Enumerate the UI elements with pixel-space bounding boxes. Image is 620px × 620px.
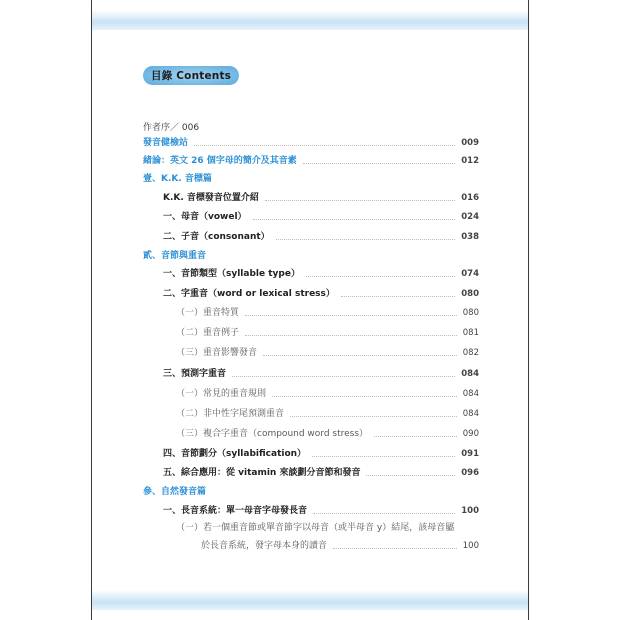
toc-entry-page: 096 — [461, 468, 479, 478]
toc-entry-page: 091 — [461, 449, 479, 459]
toc-entry-page: 081 — [462, 328, 479, 338]
toc-entry-page: 082 — [462, 348, 479, 358]
toc-entry — [176, 327, 479, 339]
toc-section-label: 參、自然發音篇 — [143, 487, 207, 497]
toc-entry-label: 緒論：英文 26 個字母的簡介及其音素 — [143, 156, 297, 166]
toc-entry — [163, 231, 479, 243]
leader-dots — [263, 355, 457, 356]
toc-entry-page: 100 — [461, 506, 479, 516]
toc-entry — [143, 137, 479, 149]
toc-entry-label: （一）重音特質 — [176, 308, 240, 318]
toc-entry-label: 一、長音系統：單一母音字母發長音 — [163, 506, 308, 516]
toc-entry-label: （二）非中性字尾預測重音 — [176, 409, 285, 419]
toc-entry-page: 100 — [462, 541, 479, 551]
toc-entry-label: 於長音系統，發字母本身的讀音 — [201, 541, 328, 551]
toc-section-label: 壹、K.K. 音標篇 — [143, 174, 212, 184]
toc-entry — [176, 428, 479, 440]
toc-entry — [163, 505, 479, 517]
toc-entry-label: （三）重音影響發音 — [176, 348, 258, 358]
toc-entry-label: 三、預測字重音 — [163, 369, 227, 379]
toc-entry — [163, 268, 479, 280]
leader-dots — [312, 456, 455, 457]
toc-entry — [143, 155, 479, 167]
toc-entry — [176, 347, 479, 359]
leader-dots — [194, 145, 455, 146]
document-page — [91, 0, 529, 620]
leader-dots — [303, 163, 455, 164]
header-band — [92, 10, 528, 30]
toc-entry-page: 074 — [461, 269, 479, 279]
leader-dots — [232, 376, 455, 377]
toc-entry — [163, 368, 479, 380]
toc-entry-label: 一、母音（vowel） — [163, 212, 247, 222]
toc-entry-label: （二）重音例子 — [176, 328, 240, 338]
footer-band — [92, 590, 528, 610]
leader-dots — [276, 239, 456, 240]
toc-entry-label: （一）常見的重音規則 — [176, 389, 267, 399]
toc-entry-label: K.K. 音標發音位置介紹 — [163, 193, 259, 203]
toc-entry — [163, 192, 479, 204]
toc-entry-page: 084 — [462, 389, 479, 399]
preface-label: 作者序／ 006 — [143, 123, 200, 133]
toc-entry-page: 024 — [461, 212, 479, 222]
toc-section-heading — [143, 173, 212, 185]
toc-entry-line1: （一）若一個重音節或單音節字以母音（或半母音 y）結尾，該母音屬 — [176, 523, 455, 533]
leader-dots — [245, 315, 457, 316]
toc-section-heading — [143, 486, 206, 498]
leader-dots — [265, 200, 455, 201]
toc-entry-page: 084 — [461, 369, 479, 379]
leader-dots — [374, 436, 457, 437]
preface-entry — [143, 122, 199, 134]
toc-section-label: 貳、音節與重音 — [143, 251, 207, 261]
page-title: 目錄 Contents — [143, 66, 239, 85]
toc-entry-page: 084 — [462, 409, 479, 419]
toc-entry-page: 012 — [461, 156, 479, 166]
toc-entry-label: 一、音節類型（syllable type） — [163, 269, 300, 279]
toc-entry-page: 080 — [462, 308, 479, 318]
toc-entry-label: 發音健檢站 — [143, 138, 189, 148]
toc-entry-label: （三）複合字重音（compound word stress） — [176, 429, 369, 439]
leader-dots — [290, 416, 457, 417]
toc-entry — [176, 388, 479, 400]
toc-entry-line2 — [201, 540, 479, 552]
toc-entry-page: 038 — [461, 232, 479, 242]
toc-section-heading — [143, 250, 206, 262]
leader-dots — [272, 396, 457, 397]
toc-entry-page: 090 — [462, 429, 479, 439]
leader-dots — [333, 548, 457, 549]
toc-entry-page: 016 — [461, 193, 479, 203]
toc-entry-label: 二、子音（consonant） — [163, 232, 270, 242]
leader-dots — [253, 219, 456, 220]
toc-entry — [176, 307, 479, 319]
toc-entry-label: 二、字重音（word or lexical stress） — [163, 289, 335, 299]
toc-entry-page: 080 — [461, 289, 479, 299]
toc-entry — [163, 288, 479, 300]
toc-entry-label: 五、綜合應用：從 vitamin 來談劃分音節和發音 — [163, 468, 361, 478]
leader-dots — [341, 296, 455, 297]
toc-entry — [163, 448, 479, 460]
leader-dots — [366, 475, 455, 476]
toc-entry-label: 四、音節劃分（syllabification） — [163, 449, 307, 459]
leader-dots — [306, 276, 455, 277]
leader-dots — [245, 335, 457, 336]
toc-entry — [163, 467, 479, 479]
toc-entry-page: 009 — [461, 138, 479, 148]
toc-entry — [163, 211, 479, 223]
toc-entry — [176, 408, 479, 420]
leader-dots — [313, 513, 455, 514]
